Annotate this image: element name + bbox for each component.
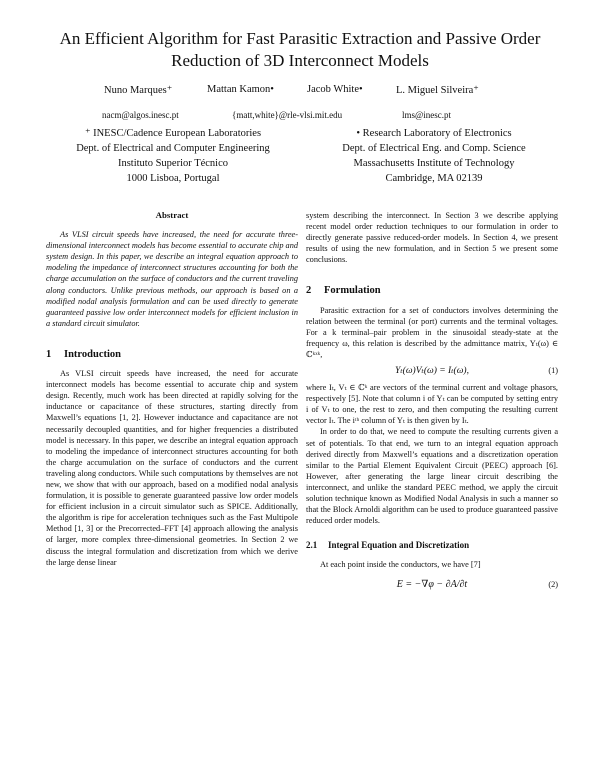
section-2-heading [306,285,558,296]
section-1-heading [46,349,298,360]
abstract-text: As VLSI circuit speeds have increased, the need for accurate three-dimensional interconnect models has become essential to accurate chip and system design. In this paper, we describe an integral equation approach to modeling the impedance of interconnect structures accounting for both the charge accumulation on the surface of conductors and the current traveling along conductors. Unlike previous methods, our approach is based on a modified nodal analysis formulation and can be used directly to generate guaranteed passive low order interconnect models for efficient inclusion in a standard circuit simulator. [46,230,299,328]
subsection-2-1-title: Integral Equation and Discretization [328,540,470,551]
email-2: {matt,white}@rle-vlsi.mit.edu [232,110,343,120]
section-2-title: Formulation [324,285,381,297]
equation-1 [306,360,558,382]
affiliation-right [298,126,570,186]
author-2: Mattan Kamon• [207,84,274,95]
email-1: nacm@algos.inesc.pt [102,110,179,120]
equation-1-number: (1) [548,366,558,376]
left-column [46,210,298,568]
affiliation-left-line-2: Dept. of Electrical and Computer Engineering [76,143,270,154]
affiliation-right-line-3: Massachusetts Institute of Technology [353,158,515,169]
subsection-2-1-heading [306,540,558,551]
affiliation-right-line-1: • Research Laboratory of Electronics [356,128,512,139]
formulation-paragraph-2: where Iₜ, Vₜ ∈ ℂᵏ are vectors of the terminal current and voltage phasors, respectively [5]. Note that column i of Yₜ can be computed by setting entry i of Vₜ to one, the rest to zero, and then computing the resulting current vector Iₜ. The iᵗʰ column of Yₜ is then given by Iₜ. [306,383,558,426]
section-1-number: 1 [46,348,52,360]
title-line-1: An Efficient Algorithm for Fast Parasitic Extraction and Passive Order [59,29,541,48]
section-1-title: Introduction [64,348,121,360]
affiliation-right-line-2: Dept. of Electrical Eng. and Comp. Science [342,143,526,154]
section-2-number: 2 [306,285,312,297]
subsection-2-1-number: 2.1 [306,540,318,551]
affiliation-right-line-4: Cambridge, MA 02139 [385,173,483,184]
equation-1-body: Yₜ(ω)Vₜ(ω) = Iₜ(ω), [395,366,469,377]
abstract-heading: Abstract [155,210,189,220]
subsection-2-1-paragraph: At each point inside the conductors, we have [7] [320,560,481,570]
title-line-2: Reduction of 3D Interconnect Models [171,51,429,70]
affiliation-left-line-4: 1000 Lisboa, Portugal [126,173,220,184]
equation-2-number: (2) [548,580,558,590]
equation-2-body: E = −∇φ − ∂A/∂t [396,579,468,591]
introduction-paragraph: As VLSI circuit speeds have increased, the need for accurate interconnect models has become essential to accurate chip and system design. Recently, much work has been directed at rapidly solving for the inductance or capacitance of these structures, starting directly from Maxwell’s equations [1, 2]. However inductance and capacitance are not necessarily decoupled quantities, and for higher frequencies a distributed model is necessary. In this paper, we describe an integral equation approach to modeling the impedance of interconnect structures accounting for both the charge accumulation on the surface of conductors and the current traveling along conductors. While such computations by themselves are not new, we show that with our approach, based on a modified nodal analysis formulation, it is possible to generate guaranteed passive low order models for efficient inclusion in a circuit simulator such as SPICE. Additionally, the algorithm is ripe for acceleration techniques such as the Fast Multipole Method [1, 3] or the Precorrected–FFT [4] approach allowing the analysis of larger, more complex three-dimensional geometries. In Section 2 we discuss the integral formulation and discretization from which we derive the large dense linear [46,369,298,567]
author-1: Nuno Marques⁺ [104,85,173,96]
equation-2 [306,570,558,600]
affiliation-left [38,126,308,186]
email-3: lms@inesc.pt [402,110,452,120]
affiliation-left-line-1: ⁺ INESC/Cadence European Laboratories [84,128,262,139]
affiliation-left-line-3: Instituto Superior Técnico [117,158,229,169]
formulation-paragraph-3: In order to do that, we need to compute the resulting currents given a set of potentials. To that end, we turn to an integral equation approach derived directly from Maxwell’s equations and a discretization operation similar to the Partial Element Equivalent Circuit (PEEC) approach [6]. However, after generating the large linear circuit describing the interconnect, and unlike the standard PEEC method, we apply the circuit solution technique known as Modified Nodal Analysis in such a manner so that the Block Arnoldi algorithm can be used to produce guaranteed passive reduced order models. [306,427,558,526]
introduction-continued: system describing the interconnect. In Section 3 we describe applying recent model order reduction techniques to our formulation in order to directly generate passive reduced-order models. In Section 4, we present results of using the new formulation, and in Section 5 we present some conclusions. [306,211,558,265]
formulation-paragraph-1: Parasitic extraction for a set of conductors involves determining the relation between the terminal (or port) currents and the terminal voltages. For a k terminal–pair problem in the sinusoidal steady-state at the frequency ω, this relation is described by the admittance matrix, Yₜ(ω) ∈ ℂᵏˣᵏ, [306,305,558,359]
author-3: Jacob White• [307,84,363,95]
right-column [306,210,558,600]
author-4: L. Miguel Silveira⁺ [396,85,479,96]
paper-title [0,28,600,72]
